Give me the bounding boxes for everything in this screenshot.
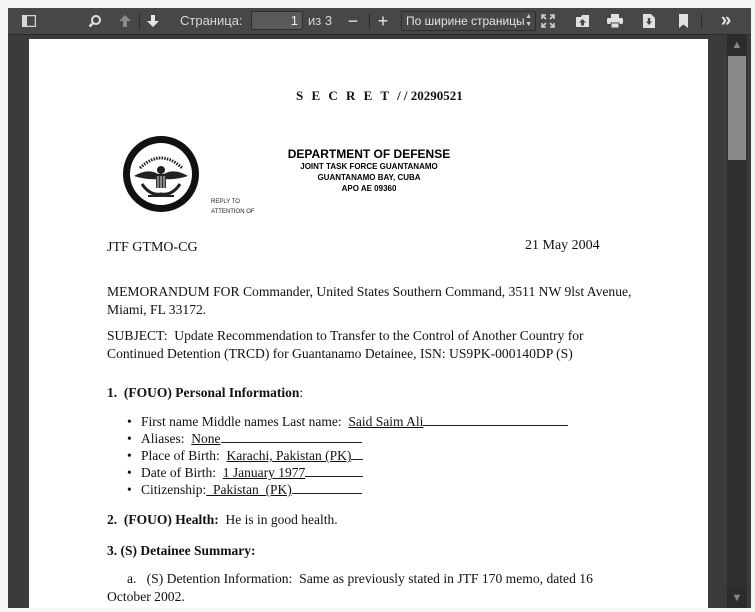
zoom-in-button[interactable]: +	[377, 10, 389, 31]
pdf-page	[29, 39, 708, 608]
bookmark-icon	[679, 14, 688, 28]
list-item	[141, 464, 568, 481]
search-icon	[88, 14, 102, 28]
section-3-title: 3. (S) Detainee Summary:	[107, 543, 256, 558]
arrow-down-icon	[146, 14, 160, 28]
print-button[interactable]	[604, 8, 626, 34]
presentation-mode-button[interactable]	[538, 8, 558, 34]
field-value: Karachi, Pakistan (PK)	[226, 448, 352, 463]
toolbar-separator	[139, 14, 140, 29]
zoom-select-value: По ширине страницы	[406, 14, 525, 28]
letterhead-line: GUANTANAMO BAY, CUBA	[317, 173, 421, 182]
field-label: Place of Birth:	[141, 448, 227, 463]
list-item	[141, 430, 568, 447]
field-value: Said Saim Ali	[348, 414, 424, 429]
section-3a-line-2: October 2002.	[107, 589, 185, 604]
download-icon	[643, 14, 655, 28]
select-arrows-icon: ▲ ▼	[525, 13, 532, 28]
classification-marking	[296, 88, 463, 104]
list-item	[141, 447, 568, 464]
memo-for-line-2: Miami, FL 33172.	[107, 302, 207, 317]
section-1-title: 1. (FOUO) Personal Information	[107, 385, 300, 400]
tools-menu-button[interactable]: »	[720, 10, 732, 31]
section-2-title: 2. (FOUO) Health:	[107, 512, 219, 527]
memo-date: 21 May 2004	[525, 238, 600, 253]
section-3-heading	[107, 543, 255, 559]
arrow-up-icon	[118, 14, 132, 28]
section-2-text: He is in good health.	[218, 512, 338, 527]
attention-of-text: ATTENTION OF	[211, 209, 255, 215]
document-viewer[interactable]	[8, 35, 751, 608]
page-label: Страница:	[180, 13, 243, 28]
page-number-input[interactable]	[251, 11, 303, 30]
fullscreen-icon	[541, 14, 555, 28]
list-item	[141, 413, 568, 430]
scroll-up-button[interactable]: ▲	[727, 35, 747, 55]
letterhead-line: JOINT TASK FORCE GUANTANAMO	[300, 162, 438, 171]
underline-blank	[423, 414, 568, 426]
toolbar	[8, 8, 751, 35]
field-label: Aliases:	[141, 431, 192, 446]
field-label: First name Middle names Last name:	[141, 414, 349, 429]
toolbar-separator	[701, 14, 702, 29]
underline-blank	[351, 448, 363, 460]
from-office: JTF GTMO-CG	[107, 240, 198, 255]
download-button[interactable]	[638, 8, 660, 34]
scroll-down-button[interactable]: ▼	[727, 588, 747, 608]
declassification-date: / / 20290521	[397, 88, 463, 103]
previous-page-button[interactable]	[114, 8, 136, 34]
section-2	[107, 512, 338, 528]
find-button[interactable]	[84, 8, 106, 34]
scrollbar-thumb[interactable]	[728, 56, 746, 160]
letterhead-title: DEPARTMENT OF DEFENSE	[287, 147, 451, 161]
next-page-button[interactable]	[142, 8, 164, 34]
section-1-colon: :	[299, 385, 304, 400]
underline-blank	[292, 482, 362, 494]
field-label: Date of Birth:	[141, 465, 223, 480]
page-count: из 3	[308, 13, 333, 28]
print-icon	[607, 14, 623, 28]
memo-for-line-1: MEMORANDUM FOR Commander, United States Southern Command, 3511 NW 9lst Avenue,	[107, 284, 632, 299]
letterhead	[229, 147, 509, 194]
classification-text: S E C R E T	[296, 88, 392, 103]
toolbar-separator	[369, 14, 370, 29]
subject-line-2: Continued Detention (TRCD) for Guantanamo Detainee, ISN: US9PK-000140DP (S)	[107, 346, 573, 361]
vertical-scrollbar[interactable]	[727, 35, 747, 608]
underline-blank	[221, 431, 362, 443]
open-file-icon	[575, 14, 590, 28]
underline-blank	[305, 465, 363, 477]
subject-line-1: SUBJECT: Update Recommendation to Transfer to the Control of Another Country for	[107, 328, 584, 343]
sidebar-icon	[22, 15, 36, 27]
open-file-button[interactable]	[571, 8, 593, 34]
reply-to-text: REPLY TO	[211, 199, 240, 205]
bookmark-button[interactable]	[673, 8, 693, 34]
field-value: 1 January 1977	[222, 465, 306, 480]
section-1-heading	[107, 385, 303, 401]
list-item	[141, 481, 568, 498]
zoom-out-button[interactable]: −	[347, 10, 359, 31]
personal-info-list	[121, 413, 568, 498]
sidebar-toggle-button[interactable]	[16, 8, 42, 34]
reply-to-block	[211, 197, 255, 217]
field-label: Citizenship:	[141, 482, 207, 497]
field-value: Pakistan (PK)	[206, 482, 292, 497]
zoom-select[interactable]	[401, 11, 536, 31]
dod-seal-icon	[120, 134, 202, 214]
section-3a-line-1: a. (S) Detention Information: Same as previously stated in JTF 170 memo, dated 16	[127, 571, 593, 586]
field-value: None	[191, 431, 221, 446]
letterhead-line: APO AE 09360	[341, 184, 397, 193]
